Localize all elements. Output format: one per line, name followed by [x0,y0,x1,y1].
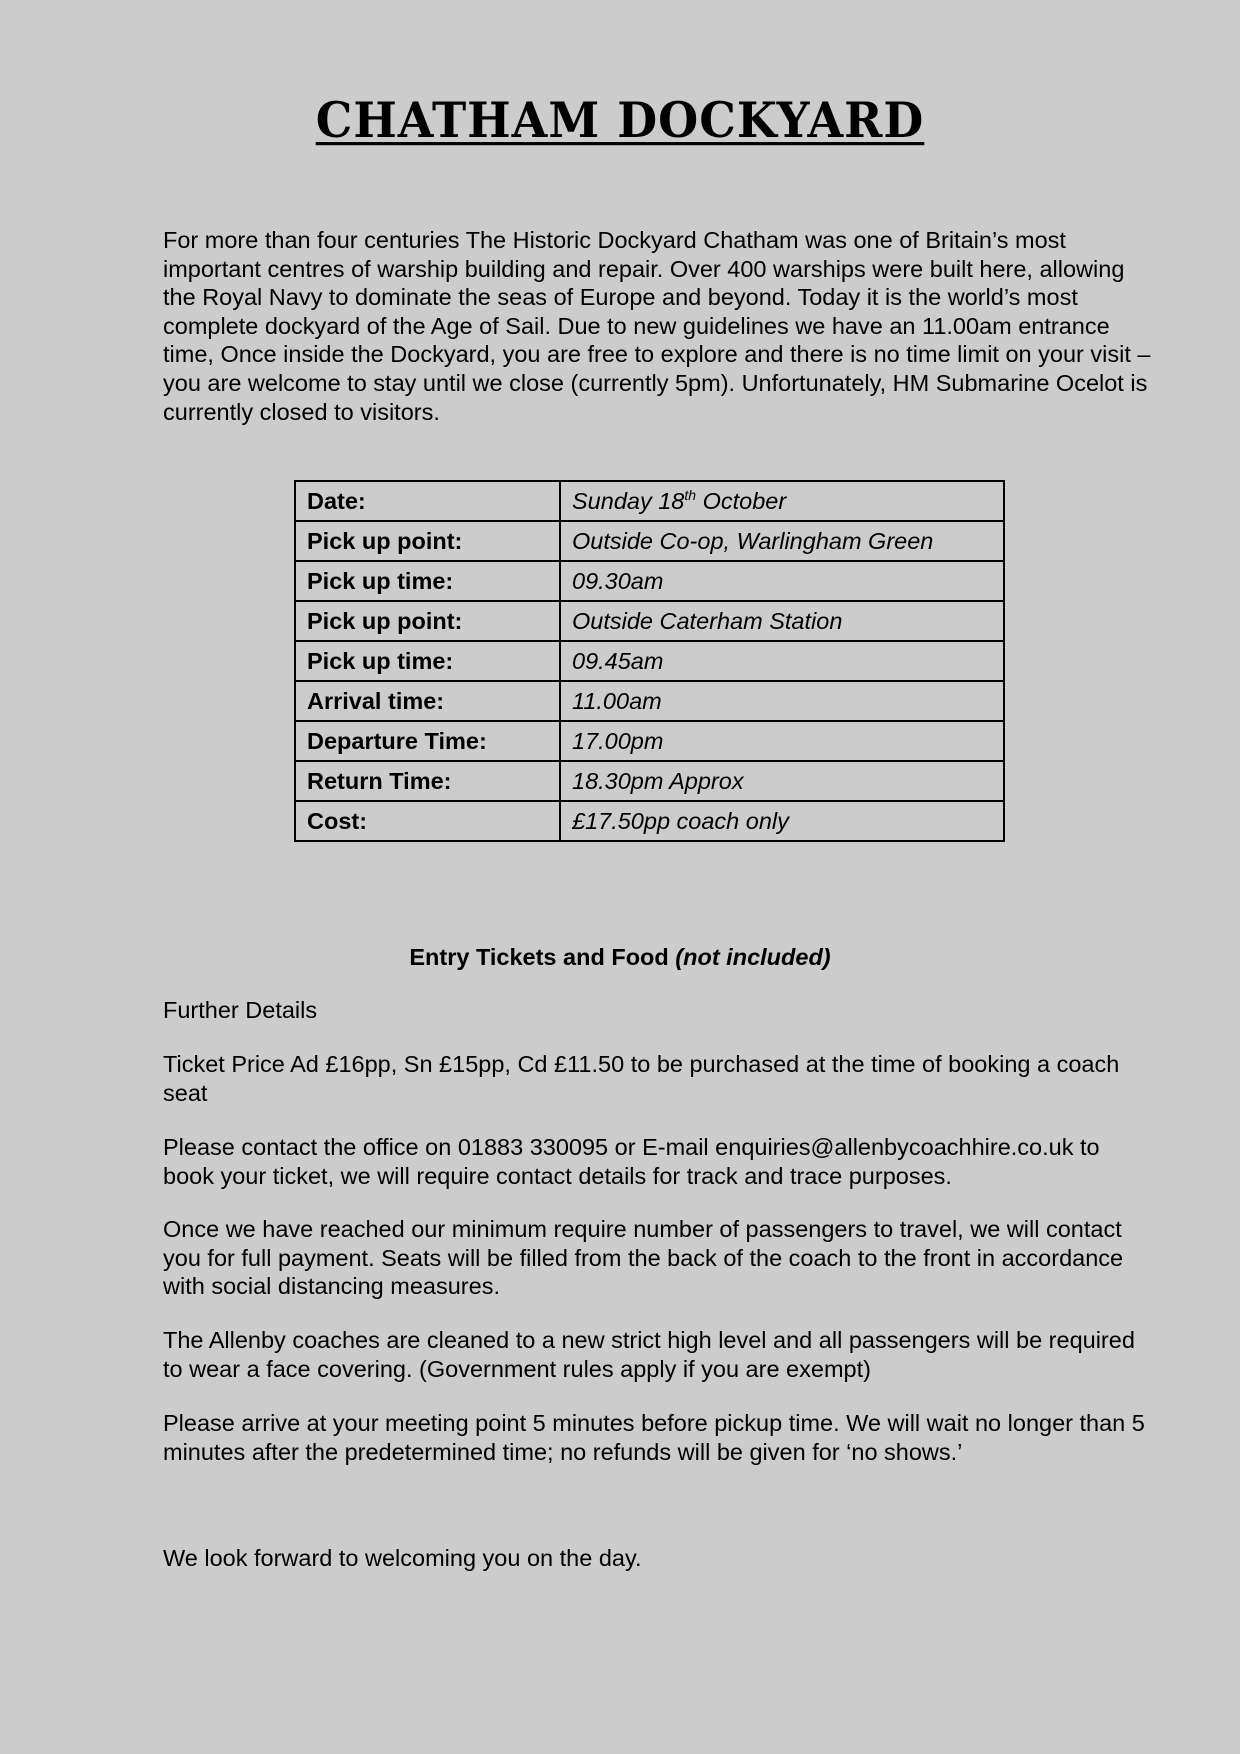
closing-paragraph: We look forward to welcoming you on the day. [163,1545,642,1571]
table-label: Pick up time: [295,641,560,681]
table-row [295,761,1004,801]
table-row [295,801,1004,841]
date-day: Sunday 18 [572,488,685,514]
table-value: Outside Caterham Station [560,601,1004,641]
date-ordinal: th [684,487,697,504]
arrival-paragraph: Please arrive at your meeting point 5 minutes before pickup time. We will wait no longer than 5 minutes after the predetermined time; no refunds will be given for ‘no shows.’ [163,1410,1145,1465]
entry-tickets-heading-note: (not included) [675,944,831,970]
table-label: Cost: [295,801,560,841]
table-label: Date: [295,481,560,521]
table-row [295,481,1004,521]
table-label: Pick up point: [295,601,560,641]
table-row [295,681,1004,721]
table-row [295,721,1004,761]
ticket-price-paragraph: Ticket Price Ad £16pp, Sn £15pp, Cd £11.50 to be purchased at the time of booking a coach seat [163,1051,1120,1106]
contact-paragraph: Please contact the office on 01883 330095 or E-mail enquiries@allenbycoachhire.co.uk to book your ticket, we will require contact details for track and trace purposes. [163,1134,1100,1189]
intro-paragraph: For more than four centuries The Historic Dockyard Chatham was one of Britain’s most important centres of warship building and repair. Over 400 warships were built here, allowing the Royal Navy to dominate the seas of Europe and beyond. Today it is the world’s most complete dockyard of the Age of Sail. Due to new guidelines we have an 11.00am entrance time, Once inside the Dockyard, you are free to explore and there is no time limit on your visit – you are welcome to stay until we close (currently 5pm). Unfortunately, HM Submarine Ocelot is currently closed to visitors. [163,227,1151,425]
table-value: 09.45am [560,641,1004,681]
table-label: Pick up point: [295,521,560,561]
document-title-text: CHATHAM DOCKYARD [315,91,925,149]
cleaning-paragraph: The Allenby coaches are cleaned to a new strict high level and all passengers will be required to wear a face covering. (Government rules apply if you are exempt) [163,1327,1135,1382]
table-value: 09.30am [560,561,1004,601]
table-label: Return Time: [295,761,560,801]
table-value: Outside Co-op, Warlingham Green [560,521,1004,561]
table-row [295,601,1004,641]
table-row [295,641,1004,681]
document-title [0,92,1240,148]
table-row [295,561,1004,601]
payment-paragraph: Once we have reached our minimum require number of passengers to travel, we will contact you for full payment. Seats will be filled from the back of the coach to the front in accordance with social distancing measures. [163,1216,1124,1300]
entry-tickets-heading-main: Entry Tickets and Food [409,944,676,970]
table-label: Arrival time: [295,681,560,721]
entry-tickets-heading [0,942,1240,972]
further-details-label: Further Details [163,997,318,1023]
table-value: 17.00pm [560,721,1004,761]
trip-details-table [294,480,1005,842]
date-month: October [696,488,787,514]
table-value: 18.30pm Approx [560,761,1004,801]
table-value: £17.50pp coach only [560,801,1004,841]
table-label: Departure Time: [295,721,560,761]
table-row [295,521,1004,561]
table-value-date [560,481,1004,521]
table-value: 11.00am [560,681,1004,721]
table-label: Pick up time: [295,561,560,601]
